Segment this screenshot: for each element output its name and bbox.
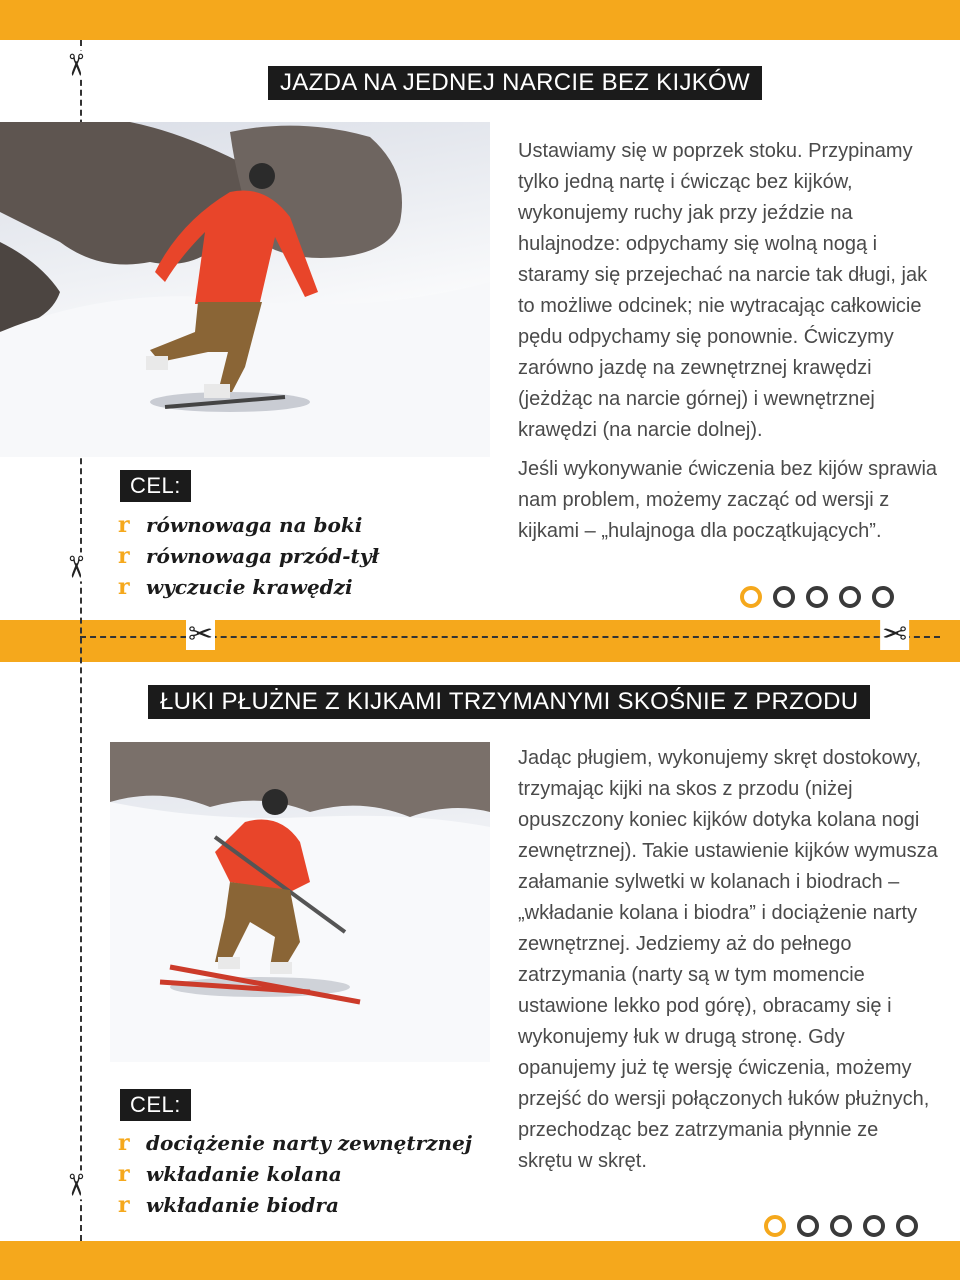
difficulty-dot-icon bbox=[830, 1215, 852, 1237]
difficulty-dot-icon bbox=[806, 586, 828, 608]
goals-list bbox=[118, 512, 379, 605]
skier-illustration bbox=[110, 742, 490, 1062]
goals-list bbox=[118, 1130, 472, 1223]
goal-text: wyczucie krawędzi bbox=[146, 575, 353, 599]
goal-item bbox=[118, 574, 379, 605]
bottom-accent-band bbox=[0, 1241, 960, 1280]
goal-bullet: r bbox=[118, 1130, 130, 1156]
section-2-title: ŁUKI PŁUŻNE Z KIJKAMI TRZYMANYMI SKOŚNIE Z PRZODU bbox=[148, 685, 870, 719]
scissors-icon: ✂ bbox=[188, 617, 214, 652]
goal-text: równowaga na boki bbox=[146, 513, 363, 537]
goal-bullet: r bbox=[118, 543, 130, 569]
goal-item bbox=[118, 512, 379, 543]
scissors-icon: ✂ bbox=[57, 52, 93, 78]
paragraph: Ustawiamy się w poprzek stoku. Przypinamy tylko jedną nartę i ćwicząc bez kijków, wykonujemy ruchy jak przy jeździe na hulajnodze: odpychamy się wolną nogą i staramy się przejechać na narcie tak długi, jak to możliwe odcinek; nie wytracając całkowicie pędu odpychamy się ponownie. Ćwiczymy zarówno jazdę na zewnętrznej krawędzi (jeżdżąc na narcie górnej) i wewnętrznej krawędzi (na narcie dolnej). bbox=[518, 140, 928, 441]
difficulty-dot-icon bbox=[773, 586, 795, 608]
difficulty-dot-icon bbox=[872, 586, 894, 608]
goal-text: dociążenie narty zewnętrznej bbox=[146, 1131, 473, 1155]
difficulty-dot-icon bbox=[863, 1215, 885, 1237]
difficulty-dot-icon bbox=[740, 586, 762, 608]
scissors-icon: ✂ bbox=[882, 617, 908, 652]
section-1-description bbox=[518, 136, 938, 555]
difficulty-rating bbox=[740, 586, 894, 608]
difficulty-dot-icon bbox=[896, 1215, 918, 1237]
scissors-icon: ✂ bbox=[57, 554, 93, 580]
difficulty-rating bbox=[764, 1215, 918, 1237]
paragraph: Jeśli wykonywanie ćwiczenia bez kijów sprawia nam problem, możemy zacząć od wersji z kijkami – „hulajnoga dla początkujących”. bbox=[518, 458, 938, 542]
goal-item bbox=[118, 1192, 472, 1223]
paragraph: Jadąc pługiem, wykonujemy skręt dostokowy, trzymając kijki na skos z przodu (niżej opuszczony koniec kijków dotyka kolana nogi zewnętrznej). Takie ustawienie kijków wymusza załamanie sylwetki w kolanach i biodrach – „wkładanie kolana i biodra” i dociążenie narty zewnętrznej. Jedziemy aż do pełnego zatrzymania (narty są w tym momencie ustawione lekko pod górę), obracamy się i wykonujemy łuk w drugą stronę. Gdy opanujemy już tę wersję ćwiczenia, możemy przejść do wersji połączonych łuków płużnych, przechodząc bez zatrzymania płynnie ze skrętu w skręt. bbox=[518, 747, 938, 1172]
skier-illustration bbox=[0, 122, 490, 457]
goal-item bbox=[118, 543, 379, 574]
difficulty-dot-icon bbox=[764, 1215, 786, 1237]
goal-text: wkładanie biodra bbox=[146, 1193, 339, 1217]
goal-bullet: r bbox=[118, 1192, 130, 1218]
goal-text: równowaga przód-tył bbox=[146, 544, 380, 568]
goal-bullet: r bbox=[118, 1161, 130, 1187]
goal-label: CEL: bbox=[120, 1089, 191, 1121]
goal-bullet: r bbox=[118, 512, 130, 538]
goal-item bbox=[118, 1130, 472, 1161]
difficulty-dot-icon bbox=[797, 1215, 819, 1237]
goal-item bbox=[118, 1161, 472, 1192]
top-accent-band bbox=[0, 0, 960, 40]
skier-photo-one-ski bbox=[0, 122, 490, 457]
scissors-icon: ✂ bbox=[57, 1172, 93, 1198]
goal-label: CEL: bbox=[120, 470, 191, 502]
section-1-title: JAZDA NA JEDNEJ NARCIE BEZ KIJKÓW bbox=[268, 66, 762, 100]
skier-photo-plough-turn bbox=[110, 742, 490, 1062]
goal-text: wkładanie kolana bbox=[146, 1162, 342, 1186]
section-2-description bbox=[518, 743, 938, 1185]
middle-accent-band bbox=[0, 617, 960, 662]
difficulty-dot-icon bbox=[839, 586, 861, 608]
goal-bullet: r bbox=[118, 574, 130, 600]
